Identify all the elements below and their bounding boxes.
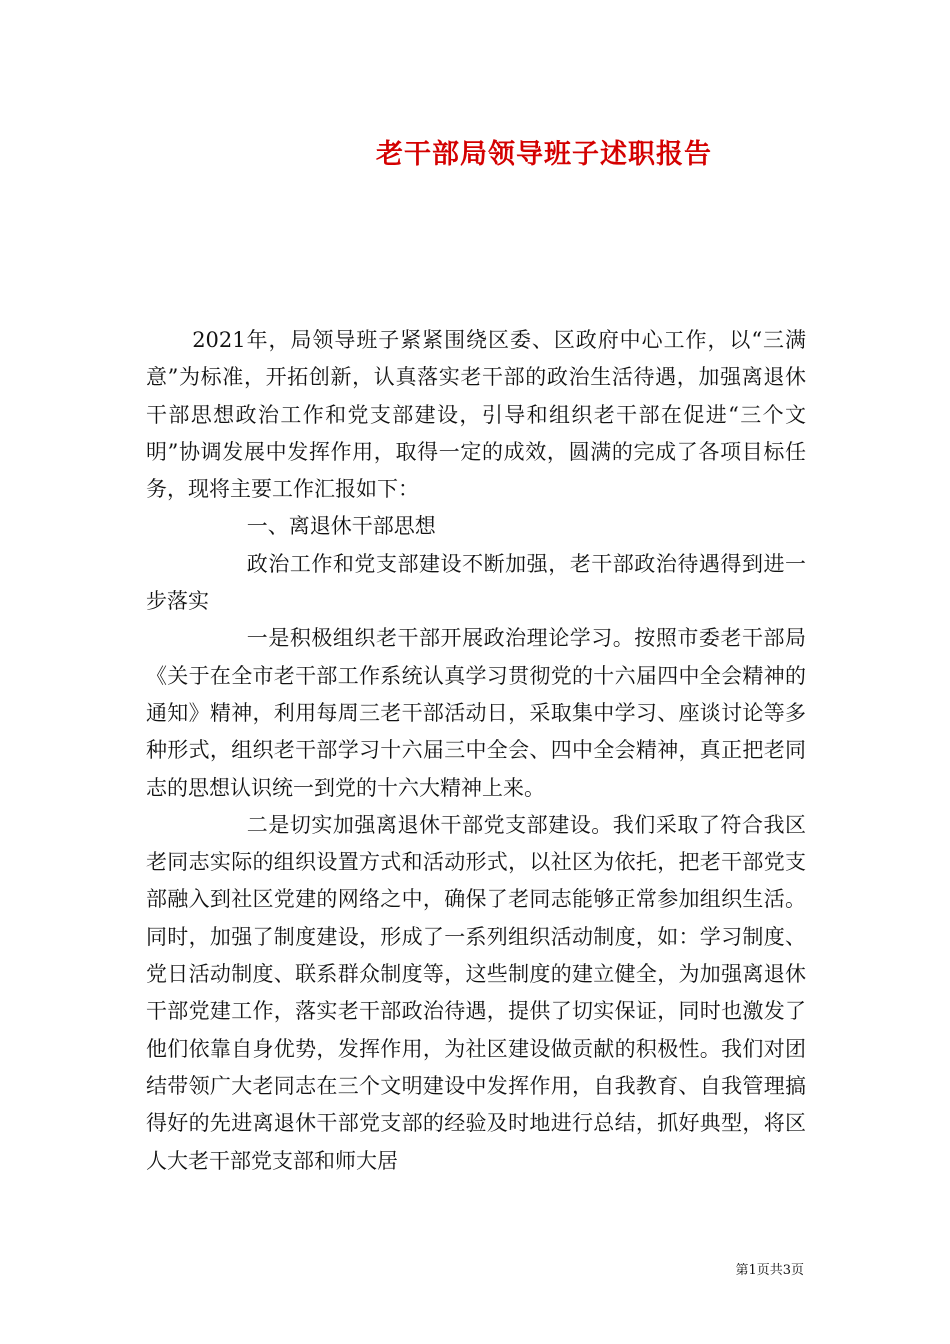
document-body xyxy=(146,322,806,1180)
section-heading: 一、离退休干部思想 xyxy=(246,514,436,539)
document-title-text: 老干部局领导班子述职报告 xyxy=(376,139,712,170)
paragraph-section-subtitle: 政治工作和党支部建设不断加强，老干部政治待遇得到进一步落实 xyxy=(146,551,806,614)
paragraph-point-one: 一是积极组织老干部开展政治理论学习。按照市委老干部局《关于在全市老干部工作系统认真学习贯彻党的十六届四中全会精神的通知》精神，利用每周三老干部活动日，采取集中学习、座谈讨论等多种形式，组织老干部学习十六届三中全会、四中全会精神，真正把老同志的思想认识统一到党的十六大精神上来。 xyxy=(146,626,806,800)
paragraph-intro: 2021年，局领导班子紧紧围绕区委、区政府中心工作，以“三满意”为标准，开拓创新，认真落实老干部的政治生活待遇，加强离退休干部思想政治工作和党支部建设，引导和组织老干部在促进“三个文明”协调发展中发挥作用，取得一定的成效，圆满的完成了各项目标任务，现将主要工作汇报如下： xyxy=(146,328,806,502)
paragraph-point-two: 二是切实加强离退休干部党支部建设。我们采取了符合我区老同志实际的组织设置方式和活动形式，以社区为依托，把老干部党支部融入到社区党建的网络之中，确保了老同志能够正常参加组织生活。同时，加强了制度建设，形成了一系列组织活动制度，如：学习制度、党日活动制度、联系群众制度等，这些制度的建立健全，为加强离退休干部党建工作，落实老干部政治待遇，提供了切实保证，同时也激发了他们依靠自身优势，发挥作用，为社区建设做贡献的积极性。我们对团结带领广大老同志在三个文明建设中发挥作用，自我教育、自我管理搞得好的先进离退休干部党支部的经验及时地进行总结，抓好典型，将区人大老干部党支部和师大居 xyxy=(146,812,806,1173)
page-number-footer: 第1页共3页 xyxy=(735,1263,804,1278)
document-title xyxy=(0,132,950,171)
